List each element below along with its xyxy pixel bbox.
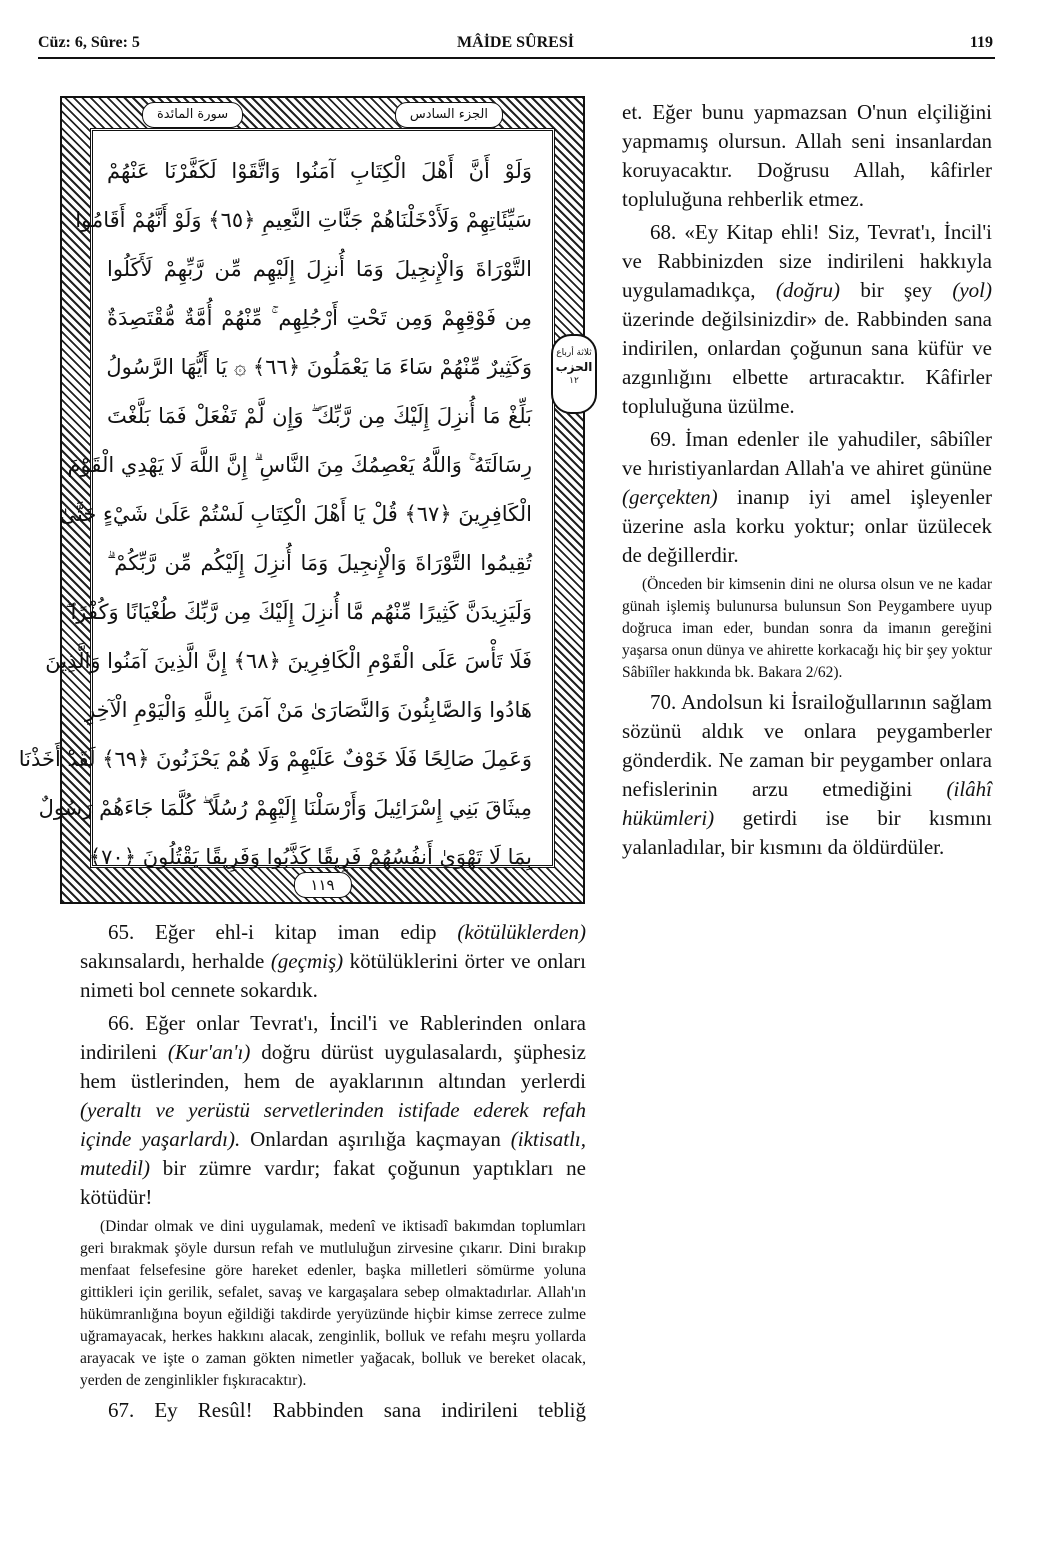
juz-sura-label: Cüz: 6, Sûre: 5 (38, 34, 140, 51)
text-segment: inanıp iyi amel işleyenler üzerine asla korku yoktur; onlar üzülecek de değillerdir. (622, 485, 992, 567)
text-segment: üzerinde değilsinizdir» de. Rabbinden sana indirilen, onlardan çoğunun sana küfür ve azgınlığını elbette artıracaktır. Kâfirler topluluğuna üzülme. (622, 307, 992, 418)
arabic-text-area (18, 128, 555, 869)
text-segment: 68. «Ey Kitap ehli! Siz, Tevrat'ı, İncil'i ve Rabbinizden size indirileni hakkıyla uygulamadıkça, (622, 220, 992, 302)
italic-clarification: (iktisatlı, mutedil) (80, 1127, 587, 1180)
arabic-line: وَلَوْ أَنَّ أَهْلَ الْكِتَابِ آمَنُوا وَاتَّقَوْا لَكَفَّرْنَا عَنْهُمْ (107, 159, 532, 183)
arabic-line: مِن فَوْقِهِمْ وَمِن تَحْتِ أَرْجُلِهِم ۚ مِّنْهُمْ أُمَّةٌ مُّقْتَصِدَةٌ (107, 306, 532, 330)
arabic-line: وَكَثِيرٌ مِّنْهُمْ سَاءَ مَا يَعْمَلُونَ ﴿٦٦﴾ ۞ يَا أَيُّهَا الرَّسُولُ (106, 355, 532, 379)
text-segment: sakınsalardı, herhalde (80, 949, 271, 973)
italic-clarification: (gerçekten) (622, 485, 718, 509)
arabic-line: وَلَيَزِيدَنَّ كَثِيرًا مِّنْهُم مَّا أُنزِلَ إِلَيْكَ مِن رَّبِّكَ طُغْيَانًا وَكُفْرًا ۖ (65, 600, 532, 624)
italic-clarification: (geçmiş) (270, 949, 344, 973)
italic-clarification: (yol) (952, 278, 992, 302)
italic-clarification: (ilâhî hükümleri) (622, 777, 992, 830)
text-segment: getirdi ise bir kısmını yalanladılar, bir kısmını da öldürdüler. (622, 806, 992, 859)
text-segment: bir zümre vardır; fakat çoğunun yaptıkları ne kötüdür! (80, 1156, 586, 1209)
hizb-number: ١٢ (569, 376, 579, 386)
footnote-66: (Dindar olmak ve dini uygulamak, medenî ve iktisadî bakımdan toplumları geri bırakmak şöyle dursun refah ve mutluluğun zirvesine çıkarır. Dini bırakıp menfaat felsefesine göre hareket edenler, başka milletleri sömürme yoluna gittikleri için gerilik, sefalet, savaş ve kargaşalara sebep olmaktadırlar. Allah'ın hükümranlığına boyun eğildiği takdirde yeryüzünde hiçbir kimse zerrece zulme uğramayacak, herkes hakkını alacak, zenginlik, bolluk ve refahı meşru yollarda arayacak ve işte o zaman gökten nimetler yağacak, bolluk ve bereket olacak, yerden de zenginlikler fışkıracaktır). (80, 1218, 586, 1389)
verse-69 (622, 425, 992, 570)
verse-70 (622, 688, 992, 862)
text-segment: 65. Eğer ehl-i kitap iman edip (108, 920, 458, 944)
italic-clarification: (doğru) (775, 278, 841, 302)
text-segment: 69. İman edenler ile yahudiler, sâbiîler ve hıristiyanlardan Allah'a ve ahiret gününe (622, 427, 992, 480)
text-segment: 70. Andolsun ki İsrailoğullarının sağlam sözünü aldık ve onlara peygamberler gönderdik. Ne zaman bir peygamber onlara nefislerinin arzu etmediğini (622, 690, 992, 801)
arabic-line: تُقِيمُوا التَّوْرَاةَ وَالْإِنجِيلَ وَمَا أُنزِلَ إِلَيْكُم مِّن رَّبِّكُمْ ۗ (107, 551, 532, 575)
text-segment: bir şey (840, 278, 953, 302)
arabic-line: التَّوْرَاةَ وَالْإِنجِيلَ وَمَا أُنزِلَ إِلَيْهِم مِّن رَّبِّهِمْ لَأَكَلُوا (107, 257, 532, 281)
page-number: 119 (969, 34, 993, 51)
right-column (622, 98, 992, 866)
sura-title: MÂİDE SÛRESİ (457, 34, 574, 51)
arabic-line: الْكَافِرِينَ ﴿٦٧﴾ قُلْ يَا أَهْلَ الْكِتَابِ لَسْتُمْ عَلَىٰ شَيْءٍ حَتَّىٰ (59, 502, 532, 526)
arabic-line: وَعَمِلَ صَالِحًا فَلَا خَوْفٌ عَلَيْهِمْ وَلَا هُمْ يَحْزَنُونَ ﴿٦٩﴾ لَقَدْ أَخَذْنَا (18, 747, 532, 771)
arabic-page-number: ١١٩ (293, 872, 351, 898)
text-segment: doğru dürüst uygulasalardı, şüphesiz hem üstlerinden, hem de ayaklarının altından yerlerdi (80, 1040, 586, 1093)
mushaf-page-frame (18, 96, 593, 904)
text-segment: kötülüklerini örter ve onları nimeti bol cennete sokardık. (80, 949, 586, 1002)
verse-68 (622, 218, 992, 421)
running-header (38, 30, 993, 56)
hizb-fraction: ثلاثة أرباع (556, 348, 592, 358)
arabic-line: سَيِّئَاتِهِمْ وَلَأَدْخَلْنَاهُمْ جَنَّاتِ النَّعِيمِ ﴿٦٥﴾ وَلَوْ أَنَّهُمْ أَقَامُوا (75, 208, 532, 232)
hizb-word: الحزب (555, 360, 593, 374)
arabic-line: فَلَا تَأْسَ عَلَى الْقَوْمِ الْكَافِرِينَ ﴿٦٨﴾ إِنَّ الَّذِينَ آمَنُوا وَالَّذِينَ (45, 649, 532, 673)
italic-clarification: (kötülüklerden) (457, 920, 586, 944)
arabic-line: مِيثَاقَ بَنِي إِسْرَائِيلَ وَأَرْسَلْنَا إِلَيْهِمْ رُسُلًا ۖ كُلَّمَا جَاءَهُمْ رَسُولٌ (38, 796, 532, 820)
sura-name-tab: سورة المائدة (142, 102, 243, 128)
text-segment: Onlardan aşırılığa kaçmayan (240, 1127, 511, 1151)
arabic-line: بِمَا لَا تَهْوَىٰ أَنفُسُهُمْ فَرِيقًا كَذَّبُوا وَفَرِيقًا يَقْتُلُونَ ﴿٧٠﴾ (88, 845, 532, 869)
header-rule (38, 57, 995, 59)
verse-67-start: 67. Ey Resûl! Rabbinden sana indirileni tebliğ (108, 1398, 586, 1422)
verse-65 (80, 918, 586, 1005)
arabic-line: بَلِّغْ مَا أُنزِلَ إِلَيْكَ مِن رَّبِّكَ ۖ وَإِن لَّمْ تَفْعَلْ فَمَا بَلَّغْتَ (107, 404, 532, 428)
verse-66 (80, 1009, 586, 1212)
arabic-line: رِسَالَتَهُ ۚ وَاللَّهُ يَعْصِمُكَ مِنَ النَّاسِ ۗ إِنَّ اللَّهَ لَا يَهْدِي الْقَوْمَ (67, 453, 532, 477)
arabic-line: هَادُوا وَالصَّابِئُونَ وَالنَّصَارَىٰ مَنْ آمَنَ بِاللَّهِ وَالْيَوْمِ الْآخِرِ (85, 698, 532, 722)
hizb-marker (551, 334, 597, 414)
left-column (80, 918, 586, 1429)
arabic-verses (18, 147, 532, 882)
verse-67-continued: et. Eğer bunu yapmazsan O'nun elçiliğini yapmamış olursun. Allah seni insanlardan koruyacaktır. Doğrusu Allah, kâfirler topluluğuna rehberlik etmez. (622, 100, 992, 211)
footnote-69: (Önceden bir kimsenin dini ne olursa olsun ve ne kadar günah işlemiş bulunursa bulunsun Son Peygambere uyup doğruca iman eder, bundan sonra da imanın gereğini yaşarsa onun dünya ve ahirette korkacağı hiç bir şey yoktur Sâbiîler hakkında bk. Bakara 2/62). (622, 576, 992, 681)
text-segment: 66. Eğer onlar Tevrat'ı, İncil'i ve Rablerinden onlara indirileni (80, 1011, 586, 1064)
italic-clarification: (yeraltı ve yerüstü servetlerinden istifade ederek refah içinde yaşarlardı). (80, 1098, 586, 1151)
juz-name-tab: الجزء السادس (395, 102, 503, 128)
italic-clarification: (Kur'an'ı) (167, 1040, 251, 1064)
